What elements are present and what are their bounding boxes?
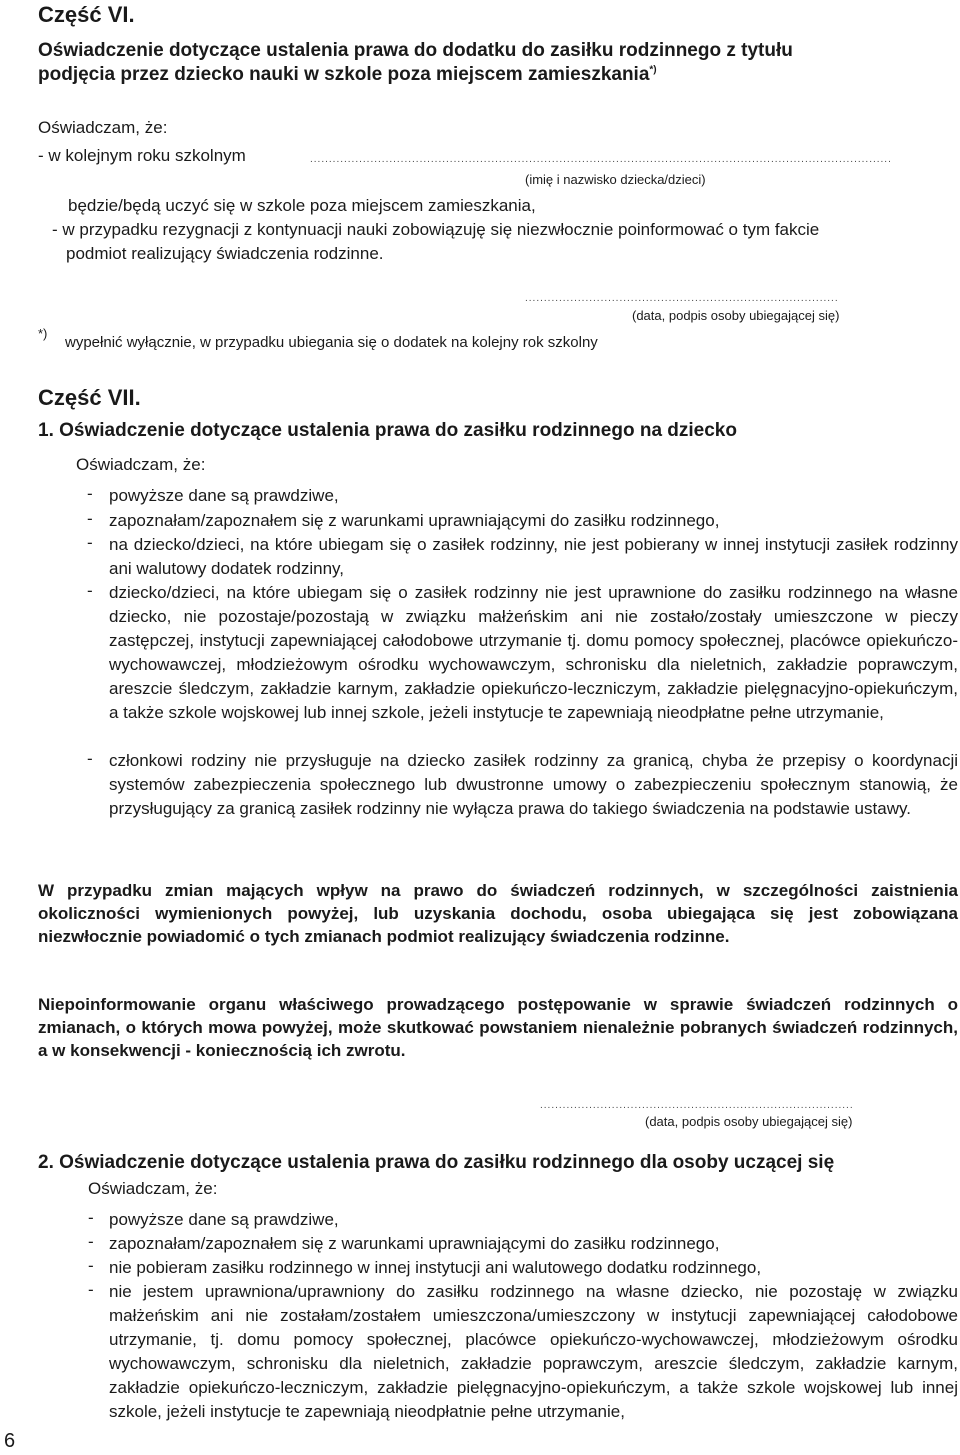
bullet-dash: - [88,1208,94,1227]
part6-line2: będzie/będą uczyć się w szkole poza miejscem zamieszkania, [68,196,536,215]
signature-caption-1: (data, podpis osoby ubiegającej się) [632,308,840,323]
part7-heading: Część VII. [38,385,141,410]
s1-item-3: na dziecko/dzieci, na które ubiegam się o zasiłek rodzinny, nie jest pobierany w innej instytucji zasiłek rodzinny ani walutowy dodatek rodzinny, [109,535,958,578]
footnote-ref: *) [649,64,657,76]
s1-item-4: dziecko/dzieci, na które ubiegam się o zasiłek rodzinny nie jest uprawnione do zasiłku rodzinnego na własne dziecko, nie pozostaje/pozostają w związku małżeńskim ani nie zostało/zostały umieszczone w pieczy zastępczej, instytucji zapewniającej całodobowe utrzymanie tj. domu pomocy społecznej, placówce opiekuńczo-wychowawczej, młodzieżowym ośrodku wychowawczym, schronisku dla nieletnich, zakładzie poprawczym, areszcie śledczym, zakładzie karnym, zakładzie opiekuńczo-leczniczym, zakładzie pielęgnacyjno-opiekuńczym, a także szkole wojskowej lub innej szkole, jeżeli instytucje te zapewniają nieodpłatne pełne utrzymanie, [109,583,958,722]
bullet-dash: - [88,1256,94,1275]
page-number: 6 [4,1430,16,1452]
s2-item-3: nie pobieram zasiłku rodzinnego w innej instytucji ani walutowego dodatku rodzinnego, [109,1258,762,1277]
signature-caption-2: (data, podpis osoby ubiegającej się) [645,1114,853,1129]
child-name-caption: (imię i nazwisko dziecka/dzieci) [525,172,706,187]
part6-title-line1: Oświadczenie dotyczące ustalenia prawa do dodatku do zasiłku rodzinnego z tytułu [38,40,793,61]
section2-title: 2. Oświadczenie dotyczące ustalenia prawa do zasiłku rodzinnego dla osoby uczącej się [38,1152,835,1173]
section1-title: 1. Oświadczenie dotyczące ustalenia prawa do zasiłku rodzinnego na dziecko [38,420,737,441]
signature-dotted-line-1[interactable]: ................................................................................... [525,293,839,304]
s1-item-1: powyższe dane są prawdziwe, [109,486,339,505]
part6-line3: - w przypadku rezygnacji z kontynuacji nauki zobowiązuję się niezwłocznie poinformować o tym fakcie [52,220,820,239]
s1-item-2: zapoznałam/zapoznałem się z warunkami uprawniającymi do zasiłku rodzinnego, [109,511,720,530]
s1-item-5: członkowi rodziny nie przysługuje na dziecko zasiłek rodzinny za granicą, chyba że przepisy o koordynacji systemów zabezpieczenia społecznego lub dwustronne umowy o zabezpieczeniu społecznym stanowią, że przysługujący za granicą zasiłek rodzinny nie wyłącza prawa do takiego świadczenia na podstawie ustawy. [109,751,958,818]
footnote-mark: *) [38,326,48,341]
bullet-dash: - [87,484,93,503]
s2-item-4: nie jestem uprawniona/uprawniony do zasiłku rodzinnego na własne dziecko, nie pozostaję w związku małżeńskim ani nie zostałam/zostałem umieszczona/umieszczony w instytucji zapewniającej całodobowe utrzymanie, tj. domu pomocy społecznej, placówce opiekuńczo-wychowawczej, młodzieżowym ośrodku wychowawczym, schronisku dla nieletnich, zakładzie poprawczym, areszcie śledczym, zakładzie karnym, zakładzie opiekuńczo-leczniczym, zakładzie pielęgnacyjno-opiekuńczym, a także szkole wojskowej lub innej szkole, jeżeli instytucje te zapewniają nieodpłatnie pełne utrzymanie, [109,1282,958,1421]
bullet-dash: - [88,1232,94,1251]
child-name-dotted-line[interactable]: .......................................................................................................................................................... [310,154,892,165]
bullet-dash: - [87,509,93,528]
s2-item-2: zapoznałam/zapoznałem się z warunkami uprawniającymi do zasiłku rodzinnego, [109,1234,720,1253]
bullet-dash: - [87,581,93,600]
part6-line4: podmiot realizujący świadczenia rodzinne. [66,244,384,263]
part6-line1: - w kolejnym roku szkolnym [38,146,246,165]
section2-declare: Oświadczam, że: [88,1179,218,1198]
part6-title-line2: podjęcia przez dziecko nauki w szkole poza miejscem zamieszkania*) [38,64,657,85]
non-notification-notice: Niepoinformowanie organu właściwego prowadzącego postępowanie w sprawie świadczeń rodzinnych o zmianach, o których mowa powyżej, może skutkować powstaniem nienależnie pobranych świadczeń rodzinnych, a w konsekwencji - koniecznością ich zwrotu. [38,995,958,1060]
changes-notice: W przypadku zmian mających wpływ na prawo do świadczeń rodzinnych, w szczególności zaistnienia okoliczności wymienionych powyżej, lub uzyskania dochodu, osoba ubiegająca się jest zobowiązana niezwłocznie powiadomić o tych zmianach podmiot realizujący świadczenia rodzinne. [38,881,958,946]
part6-declare: Oświadczam, że: [38,118,168,137]
bullet-dash: - [88,1280,94,1299]
bullet-dash: - [87,533,93,552]
footnote-text: wypełnić wyłącznie, w przypadku ubiegania się o dodatek na kolejny rok szkolny [65,334,598,351]
section1-declare: Oświadczam, że: [76,455,206,474]
s2-item-1: powyższe dane są prawdziwe, [109,1210,339,1229]
signature-dotted-line-2[interactable]: ................................................................................... [540,1100,854,1111]
part6-heading: Część VI. [38,2,135,27]
bullet-dash: - [87,749,93,768]
